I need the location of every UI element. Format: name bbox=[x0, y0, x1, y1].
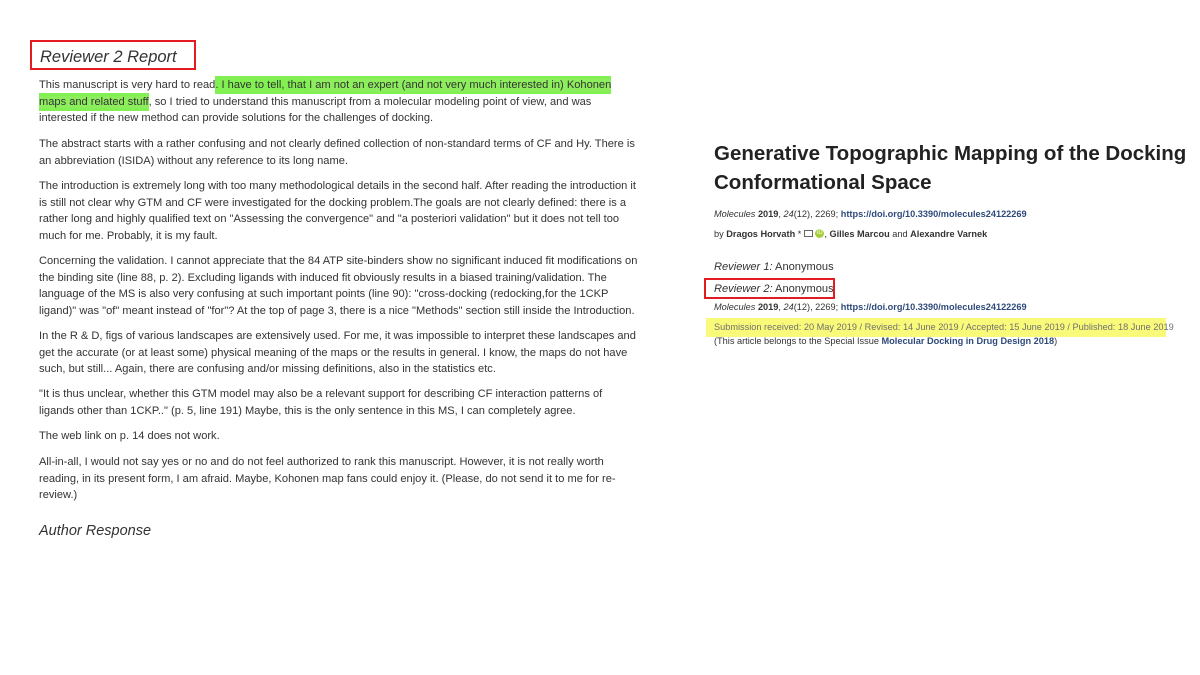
doi-link[interactable]: https://doi.org/10.3390/molecules24122269 bbox=[840, 209, 1027, 219]
special-issue-link[interactable]: Molecular Docking in Drug Design 2018 bbox=[881, 336, 1055, 346]
publication-history-highlight bbox=[706, 318, 1174, 337]
article-volume: 24 bbox=[783, 209, 794, 219]
report-paragraph-3: The introduction is extremely long with too many methodological details in the second half. After reading the introduction it is still not clear why GTM and CF were investigated for the docking problem.The goals are not clearly defined: there is a rather long and highly qualified text on "Assessing the convergence" and "a posteriori validation" but it does not tell too much for me. Probably, it is my fault. bbox=[39, 180, 636, 243]
and-label: and bbox=[889, 229, 911, 239]
reviewer-1-label: Reviewer 1: bbox=[714, 261, 773, 273]
special-issue-suffix: ) bbox=[1054, 336, 1058, 346]
report-paragraph-8: All-in-all, I would not say yes or no and do not feel authorized to rank this manuscript. However, it is not really worth reading, in its present form, I am afraid. Maybe, Kohonen map fans could enjoy it. (Please, do not send it to me for re-review.) bbox=[39, 456, 616, 502]
report-paragraph-2: The abstract starts with a rather confusing and not clearly defined collection of non-standard terms of CF and Hy. There is an abbreviation (ISIDA) without any reference to its long name. bbox=[39, 138, 635, 167]
publication-history: Submission received: 20 May 2019 / Revised: 14 June 2019 / Accepted: 15 June 2019 / Published: 18 June 2019 bbox=[714, 322, 1174, 332]
p1-text-a: This manuscript is very hard to read bbox=[39, 79, 216, 91]
author-link-marcou[interactable]: Gilles Marcou bbox=[829, 229, 890, 239]
special-issue-note bbox=[714, 336, 1057, 346]
article-issue-pages: (12), 2269; bbox=[793, 209, 841, 219]
author-response-heading: Author Response bbox=[39, 523, 152, 539]
reviewer-1-line bbox=[714, 261, 834, 273]
author-link-varnek[interactable]: Alexandre Varnek bbox=[910, 229, 988, 239]
special-issue-prefix: (This article belongs to the Special Issue bbox=[714, 336, 882, 346]
p1-text-d: , so I tried to understand this manuscript from a molecular modeling point of view, and was interested if the new method can provide solutions for the challenges of docking. bbox=[39, 95, 592, 125]
report-paragraph-7: The web link on p. 14 does not work. bbox=[39, 430, 220, 442]
doi-link-repeat[interactable]: https://doi.org/10.3390/molecules24122269 bbox=[840, 302, 1027, 312]
article-issue-pages-repeat: (12), 2269; bbox=[793, 302, 841, 312]
reviewer-2-name: Anonymous bbox=[772, 283, 834, 295]
reviewer-report-title: Reviewer 2 Report bbox=[40, 48, 177, 66]
article-authors: by Dragos Horvath * iD , Gilles Marcou and Alexandre Varnek bbox=[714, 229, 988, 239]
report-paragraph-6: "It is thus unclear, whether this GTM model may also be a relevant support for describing CF interaction patterns of ligands other than 1CKP.." (p. 5, line 191) Maybe, this is the only sentence in this MS, I can completely agree. bbox=[39, 388, 603, 417]
article-year: 2019 bbox=[757, 209, 779, 219]
article-year-repeat: 2019 bbox=[757, 302, 779, 312]
corresponding-star: * bbox=[795, 229, 802, 239]
author-link-horvath[interactable]: Dragos Horvath bbox=[726, 229, 796, 239]
mail-icon[interactable] bbox=[804, 230, 813, 237]
article-volume-repeat: 24 bbox=[783, 302, 794, 312]
reviewer-report-title-box bbox=[30, 40, 196, 70]
article-title: Generative Topographic Mapping of the Docking Conformational Space bbox=[714, 142, 1187, 194]
article-citation: Molecules 2019, 24(12), 2269; https://doi.org/10.3390/molecules24122269 bbox=[714, 209, 1027, 219]
p1-text-b: . I have to tell, that bbox=[215, 79, 310, 91]
report-paragraph-4: Concerning the validation. I cannot appreciate that the 84 ATP site-binders show no significant induced fit modifications on the binding site (line 88, p. 2). Excluding ligands with induced fit obviously results in a biased training/validation. The language of the MS is also very confusing at such important points (line 90): "cross-docking (redocking,for the 1CKP ligand)" was "of" meant instead of "for"? At the top of page 3, there is a nice "Methods" section still inside the Introduction. bbox=[39, 255, 638, 318]
orcid-icon[interactable]: iD bbox=[816, 230, 823, 237]
reviewer-2-label: Reviewer 2: bbox=[714, 283, 773, 295]
reviewer-2-line bbox=[714, 283, 834, 295]
by-label: by bbox=[714, 229, 727, 239]
p1-highlight-b: I am not an expert (and not very much interested in) Kohonen maps and related stuff bbox=[39, 79, 612, 108]
report-paragraph-1 bbox=[39, 77, 639, 127]
journal-name-repeat: Molecules bbox=[714, 302, 756, 312]
report-paragraph-5: In the R & D, figs of various landscapes are extensively used. For me, it was impossible to interpret these landscapes and get the accurate (or at least some) physical meaning of the maps or the results in general. I know, the maps do not have such, but still... Again, there are confusing and/or missing definitions, also in the statistics etc. bbox=[39, 330, 636, 376]
journal-name: Molecules bbox=[714, 209, 756, 219]
reviewer-1-name: Anonymous bbox=[772, 261, 834, 273]
article-citation-repeat: Molecules 2019, 24(12), 2269; https://doi.org/10.3390/molecules24122269 bbox=[714, 302, 1027, 312]
